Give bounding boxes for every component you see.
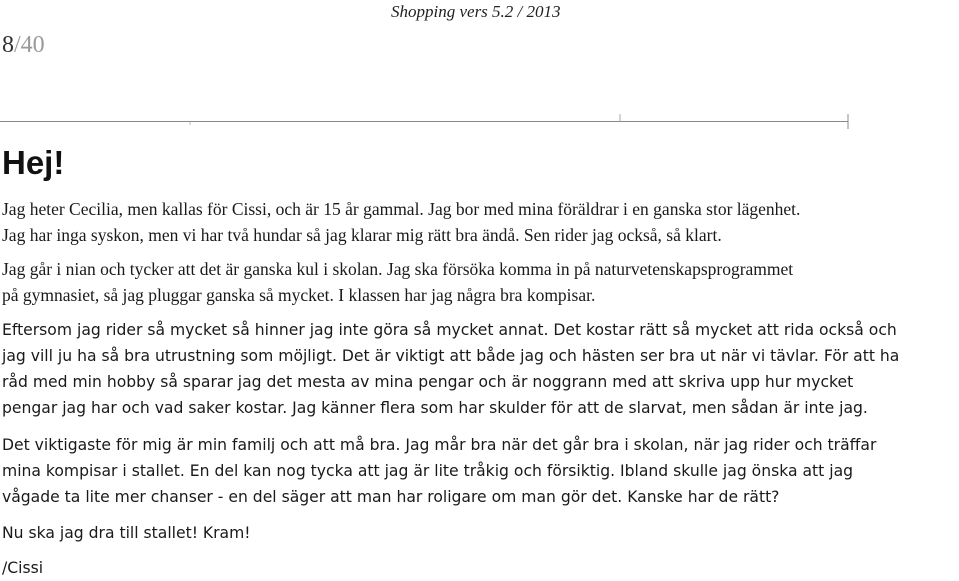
page-total: /40	[14, 32, 45, 58]
paragraph-line-1: Jag heter Cecilia, men kallas för Cissi, och är 15 år gammal. Jag bor med mina föräldrar i en ganska stor lägenhet.	[2, 199, 801, 219]
paragraph-line-7: råd med min hobby så sparar jag det mesta av mina pengar och är noggrann med att skriva upp hur mycket	[2, 373, 854, 391]
page-current: 8	[2, 32, 14, 58]
paragraph-line-3: Jag går i nian och tycker att det är ganska kul i skolan. Jag ska försöka komma in på naturvetenskapsprogrammet	[2, 259, 794, 279]
paragraph-line-8: pengar jag har och vad saker kostar. Jag känner flera som har skulder för att de slarvat, men sådan är inte jag.	[2, 399, 868, 417]
paragraph-line-11: vågade ta lite mer chanser - en del säger att man har roligare om man gör det. Kanske har de rätt?	[2, 488, 780, 506]
closing-line: Nu ska jag dra till stallet! Kram!	[2, 524, 251, 542]
paragraph-line-9: Det viktigaste för mig är min familj och att må bra. Jag mår bra när det går bra i skolan, när jag rider och träffar	[2, 436, 877, 454]
paragraph-line-10: mina kompisar i stallet. En del kan nog tycka att jag är lite tråkig och försiktig. Ibland skulle jag önska att jag	[2, 462, 854, 480]
document-header-title: Shopping vers 5.2 / 2013	[391, 2, 561, 21]
greeting-heading: Hej!	[2, 144, 65, 181]
paragraph-line-6: jag vill ju ha så bra utrustning som möjligt. Det är viktigt att både jag och hästen ser bra ut när vi tävlar. För att ha	[2, 347, 900, 365]
signature: /Cissi	[2, 559, 44, 577]
paragraph-line-5: Eftersom jag rider så mycket så hinner jag inte göra så mycket annat. Det kostar rätt så mycket att rida också och	[2, 321, 897, 339]
page-number	[2, 32, 45, 59]
paragraph-line-4: på gymnasiet, så jag pluggar ganska så mycket. I klassen har jag några bra kompisar.	[2, 285, 596, 305]
paragraph-line-2: Jag har inga syskon, men vi har två hundar så jag klarar mig rätt bra ändå. Sen rider jag också, så klart.	[2, 225, 722, 245]
ruler-line	[0, 113, 852, 130]
